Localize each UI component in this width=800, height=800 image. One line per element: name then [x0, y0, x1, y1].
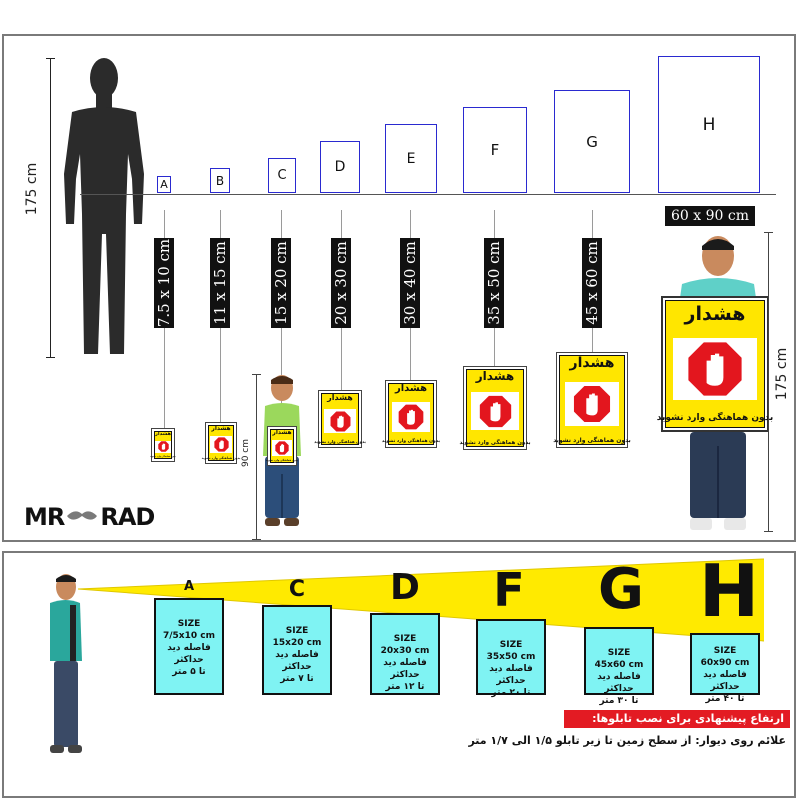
size-box-d: D [320, 141, 360, 193]
size-card-d: SIZE 20x30 cm فاصله دید حداکثر تا ۱۲ متر [370, 613, 440, 695]
dimension-tag-c: 15 x 20 cm [271, 238, 291, 328]
install-height-text: علائم روی دیوار: از سطح زمین تا زیر تابلو ۱/۵ الی ۱/۷ متر [468, 734, 786, 747]
view-letter-a: A [183, 579, 195, 594]
size-card-a: SIZE 7/5x10 cm فاصله دید حداکثر تا ۵ متر [154, 598, 224, 695]
dimension-tag-a: 7.5 x 10 cm [155, 238, 173, 328]
warning-sign-a: هشدار بدون هماهنگی وارد نشوید [151, 428, 175, 462]
size-box-b: B [210, 168, 230, 193]
size-box-h: H [658, 56, 760, 193]
dimension-tag-h: 60 x 90 cm [665, 206, 755, 226]
size-box-a: A [157, 176, 171, 193]
warning-sign-f: هشدار بدون هماهنگی وارد نشوید [463, 366, 527, 450]
warning-sign-g: هشدار بدون هماهنگی وارد نشوید [556, 352, 628, 448]
size-card-h: SIZE 60x90 cm فاصله دید حداکثر تا ۴۰ متر [690, 633, 760, 695]
size-box-f: F [463, 107, 527, 193]
view-letter-f: F [493, 563, 525, 617]
size-card-g: SIZE 45x60 cm فاصله دید حداکثر تا ۳۰ متر [584, 627, 654, 695]
human-height-label: 175 cm [24, 162, 40, 216]
warning-sign-c: هشدار بدون هماهنگی وارد نشوید [267, 426, 297, 466]
size-box-c: C [268, 158, 296, 193]
dimension-tag-d: 20 x 30 cm [331, 238, 351, 328]
size-card-c: SIZE 15x20 cm فاصله دید حداکثر تا ۷ متر [262, 605, 332, 695]
baseline [80, 194, 776, 195]
brand-logo: MR RAD [24, 503, 155, 531]
warning-sign-b: هشدار بدون هماهنگی وارد نشوید [205, 422, 237, 464]
dimension-tag-b: 11 x 15 cm [210, 238, 230, 328]
dimension-tag-f: 35 x 50 cm [484, 238, 504, 328]
size-box-e: E [385, 124, 437, 193]
view-letter-d: D [390, 567, 420, 608]
view-letter-g: G [598, 557, 644, 622]
dimension-tag-g: 45 x 60 cm [582, 238, 602, 328]
view-letter-c: C [288, 577, 306, 602]
child-height-label: 90 cm [241, 438, 251, 468]
dimension-tag-e: 30 x 40 cm [400, 238, 420, 328]
mustache-icon [65, 510, 99, 524]
warning-sign-e: هشدار بدون هماهنگی وارد نشوید [385, 380, 437, 448]
human-silhouette-icon [54, 54, 154, 360]
size-card-f: SIZE 35x50 cm فاصله دید حداکثر تا ۲۰ متر [476, 619, 546, 695]
viewing-distance-panel [2, 551, 796, 798]
size-comparison-panel [2, 34, 796, 542]
man-height-dimension [764, 232, 774, 532]
size-box-g: G [554, 90, 630, 193]
man-height-label: 175 cm [774, 347, 790, 401]
install-title-banner: ارتفاع پیشنهادی برای نصب تابلوها: [564, 710, 790, 728]
warning-sign-d: هشدار بدون هماهنگی وارد نشوید [318, 390, 362, 448]
view-letter-h: H [698, 549, 760, 633]
viewer-figure-icon [42, 573, 88, 757]
warning-sign-h: هشدار بدون هماهنگی وارد نشوید [661, 296, 769, 432]
